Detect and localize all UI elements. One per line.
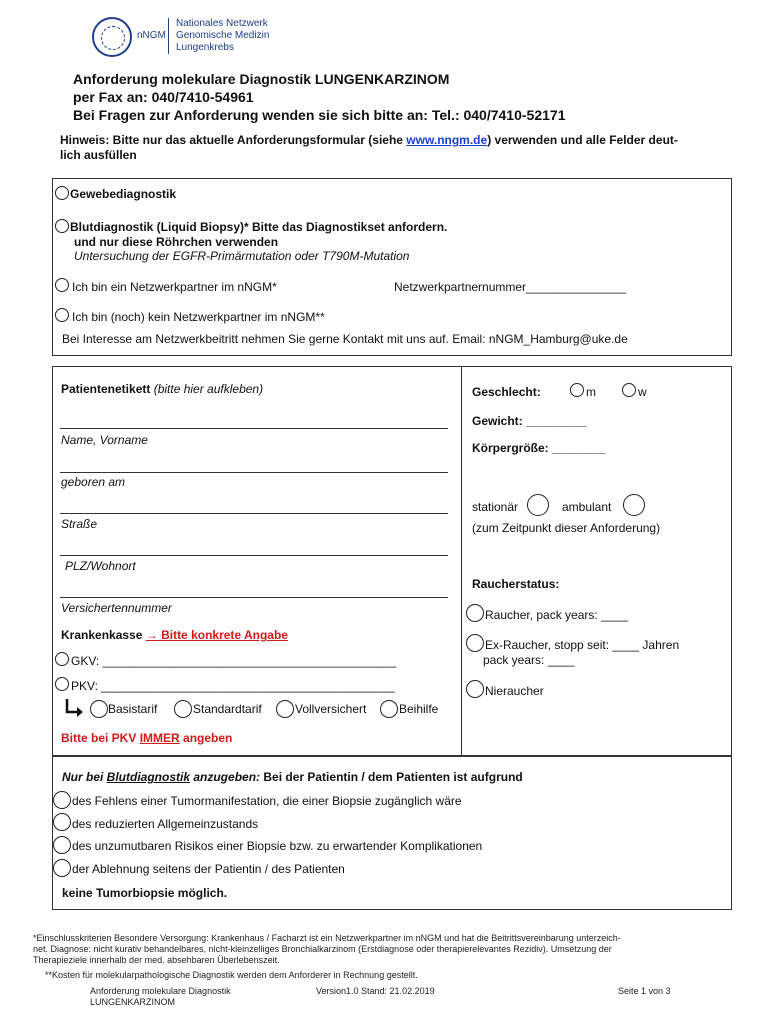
interest-text: Bei Interesse am Netzwerkbeitritt nehmen Sie gerne Kontakt mit uns auf. Email: nNGM_Hamburg@uke.de bbox=[62, 332, 628, 346]
gkv-field[interactable]: GKV: ____________________________________________ bbox=[71, 654, 397, 668]
etikett-italic: (bitte hier aufkleben) bbox=[150, 382, 264, 396]
sex-w-label: w bbox=[638, 385, 647, 399]
sex-label: Geschlecht: bbox=[472, 385, 541, 399]
hint-prefix: Hinweis: Bitte nur das aktuelle Anforderungsformular (siehe bbox=[60, 133, 407, 147]
kasse-red: → Bitte konkrete Angabe bbox=[145, 628, 288, 642]
footnote-1 bbox=[33, 933, 738, 966]
footnote-1-line-2: net. Diagnose: nicht kurativ behandelbares, nicht-kleinzelliges Bronchialkarzinom (Erstdiagnose oder therapierelevantes Rezidiv). Umsetzung der bbox=[33, 944, 612, 954]
basistarif-radio[interactable] bbox=[90, 700, 108, 718]
birth-label: geboren am bbox=[61, 475, 126, 489]
hint-suffix: ) verwenden und alle Felder deut- bbox=[487, 133, 678, 147]
smoker-label: Raucher, pack years: ____ bbox=[485, 608, 628, 622]
weight-field[interactable]: Gewicht: _________ bbox=[472, 414, 587, 428]
kasse-bold: Krankenkasse bbox=[61, 628, 146, 642]
insurance-number-line[interactable] bbox=[60, 597, 448, 598]
kasse-heading bbox=[61, 628, 288, 642]
gkv-radio[interactable] bbox=[55, 652, 69, 666]
pkv-radio[interactable] bbox=[55, 677, 69, 691]
blood-heading-mid: anzugeben: bbox=[190, 770, 261, 784]
standardtarif-radio[interactable] bbox=[174, 700, 192, 718]
timepoint-note: (zum Zeitpunkt dieser Anforderung) bbox=[472, 521, 661, 535]
hint-text bbox=[60, 133, 730, 163]
page-title bbox=[73, 70, 565, 124]
ex-smoker-radio[interactable] bbox=[466, 634, 484, 652]
footer-page-number: Seite 1 von 3 bbox=[618, 986, 671, 996]
reason-4-label: der Ablehnung seitens der Patientin / des Patienten bbox=[72, 862, 345, 876]
smoker-radio[interactable] bbox=[466, 604, 484, 622]
reason-1-label: des Fehlens einer Tumormanifestation, die einer Biopsie zugänglich wäre bbox=[72, 794, 462, 808]
gewebe-label: Gewebediagnostik bbox=[70, 187, 177, 201]
city-label: PLZ/Wohnort bbox=[65, 559, 136, 573]
reason-2-radio[interactable] bbox=[53, 813, 71, 831]
blut-label: Blutdiagnostik (Liquid Biopsy)* Bitte das Diagnostikset anfordern. bbox=[70, 220, 448, 234]
footer-left-line-1: Anforderung molekulare Diagnostik bbox=[90, 986, 231, 996]
pkv-note-post: angeben bbox=[179, 731, 233, 745]
basistarif-label: Basistarif bbox=[108, 702, 158, 716]
logo-short: nNGM bbox=[137, 30, 166, 41]
footnote-1-line-3: Therapieziele innerhalb der med. absehbaren Überlebenszeit. bbox=[33, 955, 280, 965]
logo-line-1: Nationales Netzwerk bbox=[176, 18, 268, 29]
title-line-3: Bei Fragen zur Anforderung wenden sie sich bitte an: Tel.: 040/7410-52171 bbox=[73, 107, 566, 123]
beihilfe-label: Beihilfe bbox=[399, 702, 439, 716]
inpatient-label: stationär bbox=[472, 500, 519, 514]
vollversichert-radio[interactable] bbox=[276, 700, 294, 718]
reason-3-radio[interactable] bbox=[53, 836, 71, 854]
beihilfe-radio[interactable] bbox=[380, 700, 398, 718]
ex-smoker-label: Ex-Raucher, stopp seit: ____ Jahren bbox=[485, 638, 680, 652]
blood-conclusion: keine Tumorbiopsie möglich. bbox=[62, 886, 228, 900]
reason-1-radio[interactable] bbox=[53, 791, 71, 809]
footnote-1-line-1: *Einschlusskriterien Besondere Versorgung: Krankenhaus / Facharzt ist ein Netzwerkpartner im nNGM und hat die Beitrittsvereinbarung unterzeich- bbox=[33, 933, 621, 943]
no-partner-label: Ich bin (noch) kein Netzwerkpartner im nNGM** bbox=[72, 310, 325, 324]
sex-m-radio[interactable] bbox=[570, 383, 584, 397]
city-line[interactable] bbox=[60, 555, 448, 556]
logo-line-3: Lungenkrebs bbox=[176, 42, 234, 53]
outpatient-radio[interactable] bbox=[623, 494, 645, 516]
logo-divider bbox=[168, 18, 169, 54]
logo-text bbox=[176, 18, 269, 54]
partner-number-field[interactable]: Netzwerkpartnernummer_______________ bbox=[394, 280, 627, 294]
height-field[interactable]: Körpergröße: ________ bbox=[472, 441, 606, 455]
sex-w-radio[interactable] bbox=[622, 383, 636, 397]
street-label: Straße bbox=[61, 517, 98, 531]
pkv-field[interactable]: PKV: ____________________________________________ bbox=[71, 679, 395, 693]
hint-line-2: lich ausfüllen bbox=[60, 148, 137, 162]
never-smoker-label: Nieraucher bbox=[485, 684, 544, 698]
birth-line[interactable] bbox=[60, 472, 448, 473]
logo-line-2: Genomische Medizin bbox=[176, 30, 270, 41]
reason-2-label: des reduzierten Allgemeinzustands bbox=[72, 817, 259, 831]
sex-m-label: m bbox=[586, 385, 596, 399]
never-smoker-radio[interactable] bbox=[466, 680, 484, 698]
standardtarif-label: Standardtarif bbox=[193, 702, 262, 716]
no-partner-radio[interactable] bbox=[55, 308, 69, 322]
name-label: Name, Vorname bbox=[61, 433, 148, 447]
footer-left-line-2: LUNGENKARZINOM bbox=[90, 997, 176, 1007]
footer-version: Version1.0 Stand: 21.02.2019 bbox=[316, 986, 435, 996]
outpatient-label: ambulant bbox=[562, 500, 612, 514]
blut-radio[interactable] bbox=[55, 219, 69, 233]
blut-line-3: Untersuchung der EGFR-Primärmutation oder T790M-Mutation bbox=[74, 249, 410, 263]
partner-radio[interactable] bbox=[55, 278, 69, 292]
name-line[interactable] bbox=[60, 428, 448, 429]
arrow-down-right-icon bbox=[64, 697, 86, 717]
inpatient-radio[interactable] bbox=[527, 494, 549, 516]
diagnostic-type-section bbox=[52, 178, 732, 356]
partner-label: Ich bin ein Netzwerkpartner im nNGM* bbox=[72, 280, 277, 294]
blood-heading-post: Bei der Patientin / dem Patienten ist aufgrund bbox=[260, 770, 523, 784]
insurance-number-label: Versichertennummer bbox=[61, 601, 172, 615]
vollversichert-label: Vollversichert bbox=[295, 702, 367, 716]
blut-line-2: und nur diese Röhrchen verwenden bbox=[74, 235, 279, 249]
nngm-link[interactable]: www.nngm.de bbox=[406, 133, 488, 147]
title-line-1: Anforderung molekulare Diagnostik LUNGENKARZINOM bbox=[73, 71, 450, 87]
blood-heading bbox=[62, 770, 523, 784]
pkv-note bbox=[61, 731, 232, 745]
reason-3-label: des unzumutbaren Risikos einer Biopsie bzw. zu erwartender Komplikationen bbox=[72, 839, 483, 853]
ex-smoker-packyears: pack years: ____ bbox=[483, 653, 575, 667]
etikett-bold: Patientenetikett bbox=[61, 382, 151, 396]
patient-label-title bbox=[61, 382, 263, 396]
gewebe-radio[interactable] bbox=[55, 186, 69, 200]
smoking-status-label: Raucherstatus: bbox=[472, 577, 560, 591]
title-line-2: per Fax an: 040/7410-54961 bbox=[73, 89, 254, 105]
footer-left bbox=[90, 986, 231, 1008]
logo-seal-icon bbox=[92, 17, 132, 57]
blood-heading-u: Blutdiagnostik bbox=[106, 770, 191, 784]
reason-4-radio[interactable] bbox=[53, 859, 71, 877]
footnote-2: **Kosten für molekularpathologische Diagnostik werden dem Anforderer in Rechnung gestellt. bbox=[45, 970, 418, 980]
pkv-note-pre: Bitte bei PKV bbox=[61, 731, 140, 745]
street-line[interactable] bbox=[60, 513, 448, 514]
blood-heading-pre: Nur bei bbox=[62, 770, 107, 784]
pkv-note-immer: IMMER bbox=[139, 731, 180, 745]
